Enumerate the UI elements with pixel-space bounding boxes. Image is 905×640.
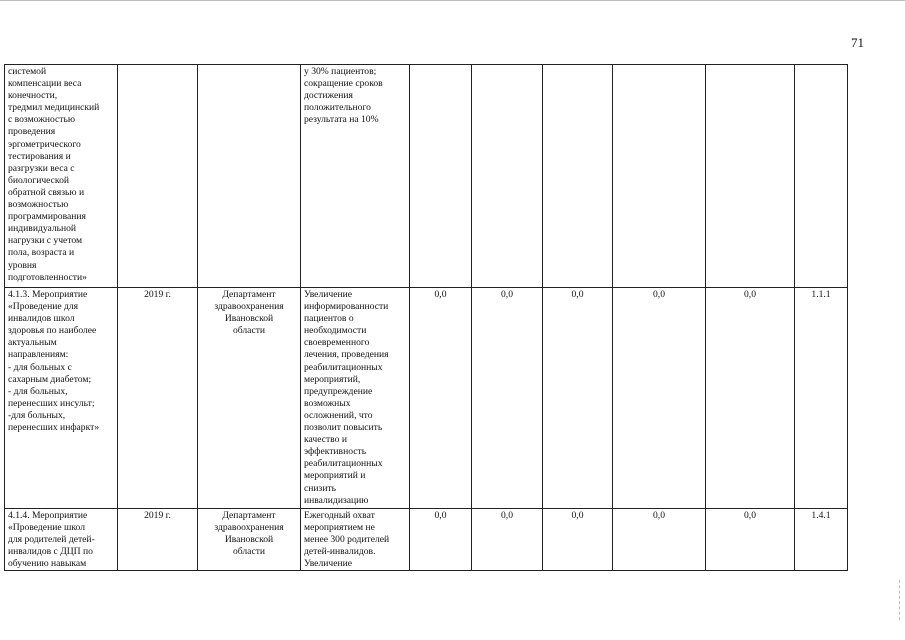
page-number: 71 [851, 35, 864, 50]
executor-cell: Департамент здравоохранения Ивановской области [198, 288, 301, 509]
program-table [4, 64, 848, 571]
value-cell-2: 0,0 [472, 509, 543, 571]
value-cell-3: 0,0 [543, 509, 613, 571]
value-cell-3 [543, 65, 613, 288]
indicator-code-cell: 1.1.1 [795, 288, 848, 509]
year-cell: 2019 г. [118, 288, 198, 509]
result-cell: Увеличение информированности пациентов о необходимости своевременного лечения, проведения реабилитационных мероприятий, предупреждение возможных осложнений, что позволит повысить качество и эффективность реабилитационных мероприятий и снизить инвалидизацию [301, 288, 410, 509]
table-row [5, 509, 848, 571]
value-cell-1: 0,0 [410, 288, 472, 509]
executor-cell [198, 65, 301, 288]
year-cell [118, 65, 198, 288]
executor-cell: Департамент здравоохранения Ивановской области [198, 509, 301, 571]
activity-name-cell: системой компенсации веса конечности, тредмил медицинский с возможностью проведения эргометрического тестирования и разгрузки веса с биологической обратной связью и возможностью программирования индивидуальной нагрузки с учетом пола, возраста и уровня подготовленности» [5, 65, 118, 288]
value-cell-5 [706, 65, 795, 288]
value-cell-1: 0,0 [410, 509, 472, 571]
indicator-code-cell: 1.4.1 [795, 509, 848, 571]
table-row [5, 65, 848, 288]
scan-top-edge [0, 0, 905, 4]
value-cell-5: 0,0 [706, 288, 795, 509]
value-cell-2: 0,0 [472, 288, 543, 509]
value-cell-4: 0,0 [613, 509, 706, 571]
activity-name-cell: 4.1.3. Мероприятие «Проведение для инвалидов школ здоровья по наиболее актуальным направлениям: - для больных с сахарным диабетом; - для больных, перенесших инсульт; -для больных, перенесших инфаркт» [5, 288, 118, 509]
result-cell: Ежегодный охват мероприятием не менее 300 родителей детей-инвалидов. Увеличение [301, 509, 410, 571]
indicator-code-cell [795, 65, 848, 288]
year-cell: 2019 г. [118, 509, 198, 571]
value-cell-4: 0,0 [613, 288, 706, 509]
value-cell-3: 0,0 [543, 288, 613, 509]
table-row [5, 288, 848, 509]
value-cell-4 [613, 65, 706, 288]
activity-name-cell: 4.1.4. Мероприятие «Проведение школ для родителей детей- инвалидов с ДЦП по обучению навыкам [5, 509, 118, 571]
value-cell-2 [472, 65, 543, 288]
value-cell-5: 0,0 [706, 509, 795, 571]
result-cell: у 30% пациентов; сокращение сроков достижения положительного результата на 10% [301, 65, 410, 288]
value-cell-1 [410, 65, 472, 288]
scan-edge-mark [899, 580, 904, 620]
